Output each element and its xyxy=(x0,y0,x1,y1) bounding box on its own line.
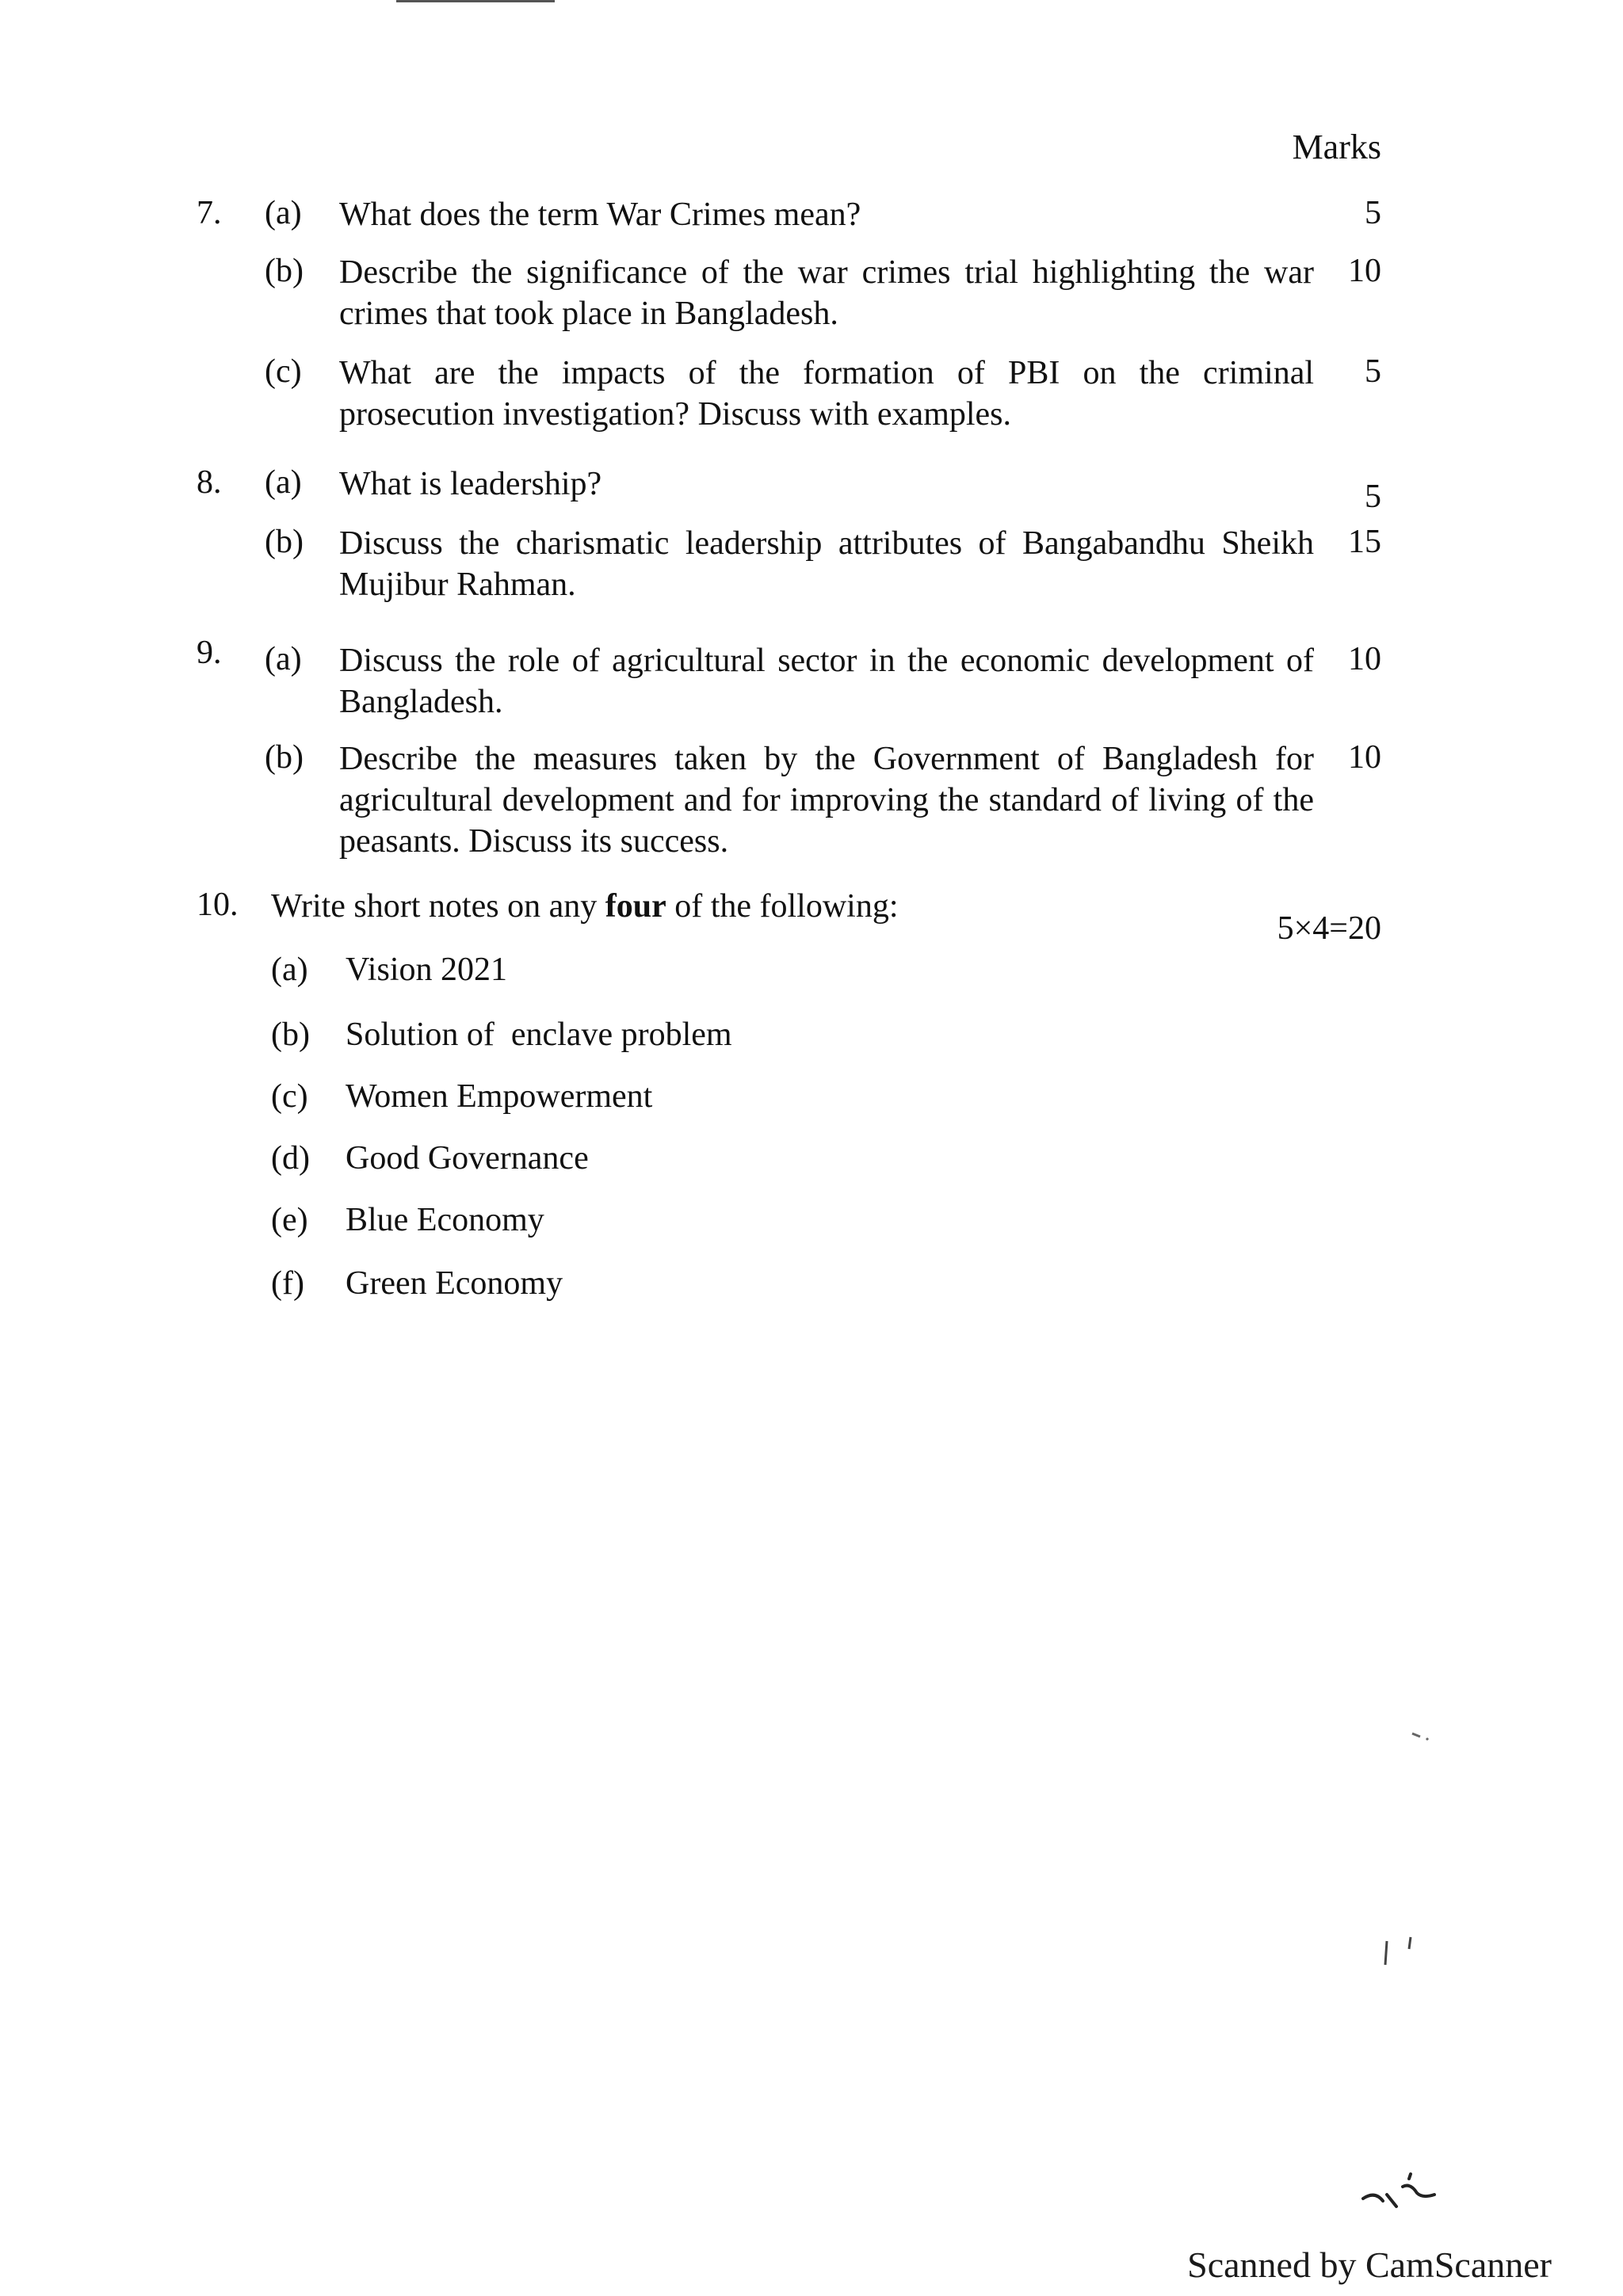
part-text: Discuss the charismatic leadership attributes of Bangabandhu Sheikh Mujibur Rahman. xyxy=(339,525,1314,603)
scanner-watermark: Scanned by CamScanner xyxy=(1187,2245,1552,2285)
part-label: (b) xyxy=(265,253,304,289)
signature-scribble xyxy=(1347,2163,1458,2226)
stem-text-end: of the following: xyxy=(666,888,899,925)
part-label: (a) xyxy=(265,641,302,677)
part-label: (b) xyxy=(265,524,304,560)
part-label: (c) xyxy=(265,353,302,390)
note-text: Women Empowerment xyxy=(346,1078,653,1115)
note-label: (f) xyxy=(271,1265,304,1302)
marks-column-header: Marks xyxy=(1292,128,1381,166)
scan-speck xyxy=(1379,1933,1426,1973)
note-text: Good Governance xyxy=(346,1140,589,1177)
question-number: 7. xyxy=(197,195,222,231)
note-text: Vision 2021 xyxy=(346,952,507,988)
note-label: (c) xyxy=(271,1078,308,1115)
note-label: (b) xyxy=(271,1016,310,1053)
note-text: Green Economy xyxy=(346,1265,563,1302)
scan-speck xyxy=(1411,1727,1442,1743)
part-label: (a) xyxy=(265,195,302,231)
note-label: (d) xyxy=(271,1140,310,1177)
part-marks: 15 xyxy=(1348,524,1381,560)
part-label: (a) xyxy=(265,464,302,501)
part-text: What is leadership? xyxy=(339,466,602,502)
part-text: What does the term War Crimes mean? xyxy=(339,196,861,233)
part-marks: 5 xyxy=(1365,479,1381,515)
question-number: 8. xyxy=(197,464,222,501)
question-number: 10. xyxy=(197,887,239,923)
note-text: Blue Economy xyxy=(346,1202,544,1238)
part-marks: 10 xyxy=(1348,253,1381,289)
part-label: (b) xyxy=(265,739,304,776)
stem-text: Write short notes on any xyxy=(271,888,605,925)
part-marks: 5 xyxy=(1365,353,1381,390)
part-text: Describe the significance of the war crimes trial highlighting the war crimes that took place in Bangladesh. xyxy=(339,254,1314,332)
note-text: Solution of enclave problem xyxy=(346,1016,732,1053)
top-rule xyxy=(396,0,555,2)
question-stem xyxy=(271,886,899,927)
part-marks: 10 xyxy=(1348,739,1381,776)
stem-emphasis: four xyxy=(605,888,666,925)
question-marks: 5×4=20 xyxy=(1277,910,1381,947)
part-marks: 10 xyxy=(1348,641,1381,677)
part-text: Describe the measures taken by the Government of Bangladesh for agricultural development and for improving the standard of living of the peasants. Discuss its success. xyxy=(339,741,1314,860)
note-label: (a) xyxy=(271,952,308,988)
part-text: Discuss the role of agricultural sector in the economic development of Bangladesh. xyxy=(339,643,1314,720)
question-number: 9. xyxy=(197,635,222,671)
part-text: What are the impacts of the formation of PBI on the criminal prosecution investigation? Discuss with examples. xyxy=(339,355,1314,433)
part-marks: 5 xyxy=(1365,195,1381,231)
note-label: (e) xyxy=(271,1202,308,1238)
